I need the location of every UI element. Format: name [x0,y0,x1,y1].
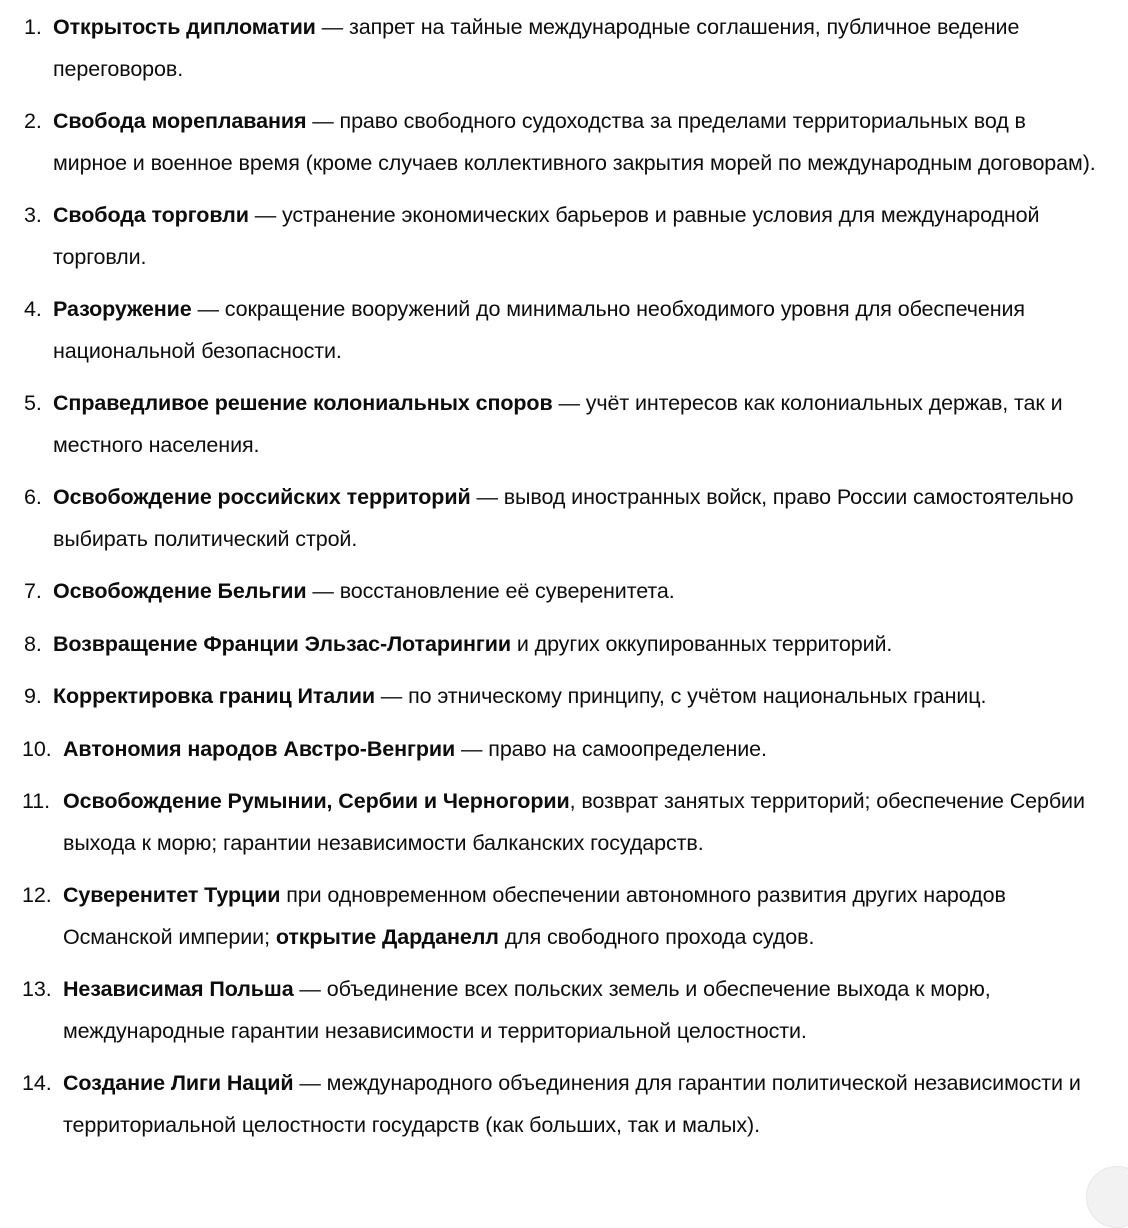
list-item [0,781,1128,864]
item-number: 10. [22,736,52,761]
item-title: Возвращение Франции Эльзас-Лотарингии [53,631,511,656]
item-title-secondary: открытие Дарданелл [275,924,499,949]
list-item [0,1063,1128,1146]
list-item [0,195,1128,278]
list-item [0,7,1128,90]
list-item [0,289,1128,372]
item-title: Открытость дипломатии [53,15,316,39]
item-number: 5. [24,391,42,415]
item-title: Суверенитет Турции [63,883,281,907]
list-item [0,729,1128,771]
item-number: 11. [22,789,50,813]
item-text: — право на самоопределение. [455,736,767,761]
list-item [0,571,1128,613]
item-number: 9. [24,684,42,708]
item-text: — устранение экономических барьеров и равные условия для международной торговли. [53,203,1040,269]
list-item [0,676,1128,718]
item-title: Разоружение [53,297,192,321]
item-text: — сокращение вооружений до минимально необходимого уровня для обеспечения национальной безопасности. [53,297,1025,363]
list-item [0,875,1128,958]
fourteen-points-list [0,7,1128,1157]
item-text: — восстановление её суверенитета. [306,579,675,603]
item-text: — объединение всех польских земель и обеспечение выхода к морю, международные гарантии независимости и территориальной целостности. [63,977,991,1043]
item-number: 1. [24,15,42,39]
item-number: 13. [22,977,52,1001]
item-title: Освобождение Бельгии [53,579,307,603]
item-title: Корректировка границ Италии [53,684,375,708]
item-number: 14. [22,1071,52,1095]
item-title: Автономия народов Австро-Венгрии [63,736,456,761]
item-title: Независимая Польша [63,977,294,1001]
list-item [0,477,1128,560]
item-number: 2. [24,109,42,133]
item-number: 12. [22,883,52,907]
item-number: 6. [24,485,42,509]
item-text: — международного объединения для гарантии политической независимости и территориальной целостности государств (как больших, так и малых). [63,1071,1081,1137]
item-text: — по этническому принципу, с учётом национальных границ. [374,684,987,708]
scroll-to-bottom-button[interactable] [1086,1166,1128,1228]
item-text: при одновременном обеспечении автономного развития других народов Османской империи; [63,883,1006,949]
item-number: 7. [24,579,42,603]
item-number: 8. [24,631,42,656]
list-item [0,383,1128,466]
item-title: Справедливое решение колониальных споров [53,391,553,415]
item-title: Освобождение Румынии, Сербии и Черногории [63,789,570,813]
item-title: Свобода торговли [53,203,249,227]
item-title: Создание Лиги Наций [63,1071,294,1095]
item-text-secondary: для свободного прохода судов. [498,924,815,949]
item-text: — учёт интересов как колониальных держав, так и местного населения. [53,391,1063,457]
item-title: Свобода мореплавания [53,109,307,133]
item-text: — вывод иностранных войск, право России самостоятельно выбирать политический строй. [53,485,1074,551]
item-title: Освобождение российских территорий [53,485,471,509]
list-item [0,101,1128,184]
item-text: — запрет на тайные международные соглашения, публичное ведение переговоров. [53,15,1020,81]
item-number: 3. [24,203,42,227]
list-item [0,969,1128,1052]
item-number: 4. [24,297,42,321]
list-item [0,624,1128,666]
item-text: , возврат занятых территорий; обеспечение Сербии выхода к морю; гарантии независимости балканских государств. [63,789,1085,855]
item-text: — право свободного судоходства за пределами территориальных вод в мирное и военное время (кроме случаев коллективного закрытия морей по международным договорам). [53,109,1096,175]
item-text: и других оккупированных территорий. [510,631,893,656]
